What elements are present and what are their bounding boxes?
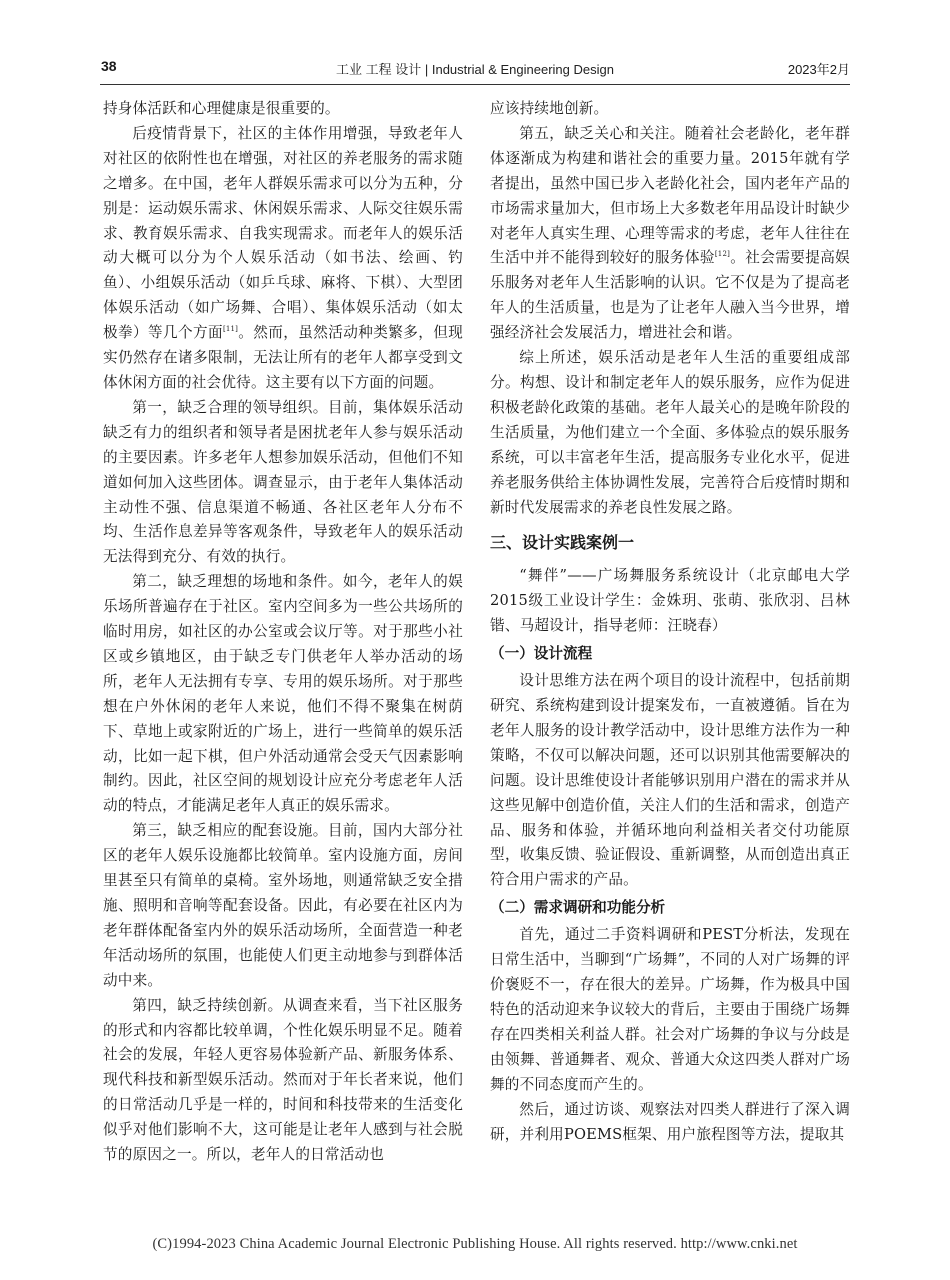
issue-date: 2023年2月 [787,62,850,77]
journal-title: 工业 工程 设计 | Industrial & Engineering Design [336,62,614,77]
paragraph: 第二，缺乏理想的场地和条件。如今，老年人的娱乐场所普遍存在于社区。室内空间多为一些公共场所的临时用房，如社区的办公室或会议厅等。对于那些小社区或乡镇地区，由于缺乏专门供老年人举办活动的场所，老年人无法拥有专享、专用的娱乐场所。对于那些想在户外休闲的老年人来说，他们不得不聚集在树荫下、草地上或家附近的广场上，进行一些简单的娱乐活动，比如一起下棋，但户外活动通常会受天气因素影响制约。因此，社区空间的规划设计应充分考虑老年人活动的特点，才能满足老年人真正的娱乐需求。 [103,573,463,815]
subsection-heading: （二）需求调研和功能分析 [490,899,666,917]
paragraph: 第一，缺乏合理的领导组织。目前，集体娱乐活动缺乏有力的组织者和领导者是困扰老年人参与娱乐活动的主要因素。许多老年人想参加娱乐活动，但他们不知道如何加入这些团体。调查显示，由于老年人集体活动主动性不强、信息渠道不畅通、各社区老年人分布不均、生活作息差异等客观条件，导致老年人的娱乐活动无法得到充分、有效的执行。 [103,398,463,566]
paragraph: 持身体活跃和心理健康是很重要的。 [103,100,340,117]
paragraph-text: 后疫情背景下，社区的主体作用增强，导致老年人对社区的依附性也在增强，对社区的养老服务的需求随之增多。在中国，老年人群娱乐需求可以分为五种，分别是：运动娱乐需求、休闲娱乐需求、人际交往娱乐需求、教育娱乐需求、自我实现需求。而老年人的娱乐活动大概可以分为个人娱乐活动（如书法、绘画、钓鱼）、小组娱乐活动（如乒乓球、麻将、下棋）、大型团体娱乐活动（如广场舞、合唱）、集体娱乐活动（如太极拳）等几个方面 [103,124,463,342]
paragraph: 首先，通过二手资料调研和PEST分析法，发现在日常生活中，当聊到“广场舞”，不同的人对广场舞的评价褒贬不一，存在很大的差异。广场舞，作为极具中国特色的活动迎来争议较大的背后，主要由于围绕广场舞存在四类相关利益人群。社会对广场舞的争议与分歧是由领舞、普通舞者、观众、普通大众这四类人群对广场舞的不同态度而产生的。 [490,926,850,1093]
left-column [103,97,463,1187]
paragraph: 应该持续地创新。 [490,100,609,117]
paragraph [103,122,463,396]
paragraph-text: 第五，缺乏关心和关注。随着社会老龄化，老年群体逐渐成为构建和谐社会的重要力量。2015年就有学者提出，虽然中国已步入老龄化社会，国内老年产品的市场需求量加大，但市场上大多数老年用品设计时缺少对老年人真实生理、心理等需求的考虑，老年人往往在生活中并不能得到较好的服务体验 [490,124,850,267]
page-header [0,58,950,82]
paragraph: 第四，缺乏持续创新。从调查来看，当下社区服务的形式和内容都比较单调，个性化娱乐明显不足。随着社会的发展，年轻人更容易体验新产品、新服务体系、现代科技和新型娱乐活动。然而对于年长者来说，他们的日常活动几乎是一样的，时间和科技带来的生活变化似乎对他们影响不大，这可能是让老年人感到与社会脱节的原因之一。所以，老年人的日常活动也 [103,996,463,1164]
paragraph: 然后，通过访谈、观察法对四类人群进行了深入调研，并利用POEMS框架、用户旅程图等方法，提取其 [490,1100,850,1143]
paragraph: 综上所述，娱乐活动是老年人生活的重要组成部分。构想、设计和制定老年人的娱乐服务，应作为促进积极老龄化政策的基础。老年人最关心的是晚年阶段的生活质量，为他们建立一个全面、多体验点的娱乐服务系统，可以丰富老年生活，提高服务专业化水平，促进养老服务供给主体协调性发展，完善符合后疫情时期和新时代发展需求的养老良性发展之路。 [490,349,850,516]
header-rule [100,84,850,85]
paragraph: “舞伴”——广场舞服务系统设计（北京邮电大学2015级工业设计学生：金姝玥、张萌、张欣羽、吕林锴、马超设计，指导老师：汪晓春） [490,567,850,635]
page-number: 38 [101,58,117,74]
paragraph [490,122,850,346]
section-heading: 三、设计实践案例一 [490,533,635,553]
citation-ref: [11] [222,325,239,334]
right-column [490,97,850,1187]
subsection-heading: （一）设计流程 [490,645,593,663]
paragraph: 设计思维方法在两个项目的设计流程中，包括前期研究、系统构建到设计提案发布，一直被遵循。旨在为老年人服务的设计教学活动中，设计思维方法作为一种策略，不仅可以解决问题，还可以识别其他需要解决的问题。设计思维使设计者能够识别用户潜在的需求并从这些见解中创造价值，关注人们的生活和需求，创造产品、服务和体验，并循环地向利益相关者交付功能原型，收集反馈、验证假设、重新调整，从而创造出真正符合用户需求的产品。 [490,672,850,889]
paragraph: 第三，缺乏相应的配套设施。目前，国内大部分社区的老年人娱乐设施都比较简单。室内设施方面，房间里甚至只有简单的桌椅。室外场地，则通常缺乏安全措施、照明和音响等配套设备。因此，有必要在社区内为老年群体配备室内外的娱乐活动场所，全面营造一种老年活动场所的氛围，也能使人们更主动地参与到群体活动中来。 [103,822,463,989]
copyright-footer: (C)1994-2023 China Academic Journal Electronic Publishing House. All rights reserved. http://www.cnki.net [152,1236,798,1252]
citation-ref: [12] [714,250,731,259]
paragraph-text: 。然而，虽然活动种类繁多，但现实仍然存在诸多限制，无法让所有的老年人都享受到文体休闲方面的社会优待。这主要有以下方面的问题。 [103,324,463,391]
paragraph-text: 。社会需要提高娱乐服务对老年人生活影响的认识。它不仅是为了提高老年人的生活质量，也是为了让老年人融入当今世界，增强经济社会发展活力，增进社会和谐。 [490,249,850,342]
